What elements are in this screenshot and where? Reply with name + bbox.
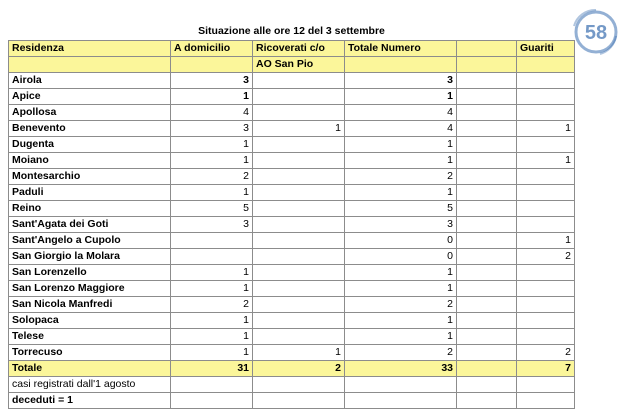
header-sub-empty	[517, 57, 575, 73]
table-row	[9, 137, 575, 153]
cell-domicilio: 1	[171, 89, 253, 105]
cell-residenza: San Lorenzello	[9, 265, 171, 281]
header-row	[9, 41, 575, 57]
cell-extra	[457, 281, 517, 297]
cell-extra	[457, 73, 517, 89]
cell-residenza: Apice	[9, 89, 171, 105]
total-totale: 33	[345, 361, 457, 377]
table-row	[9, 281, 575, 297]
note-empty	[253, 393, 345, 409]
table-row	[9, 73, 575, 89]
cell-extra	[457, 297, 517, 313]
cell-domicilio: 1	[171, 185, 253, 201]
table-row	[9, 169, 575, 185]
table-row	[9, 345, 575, 361]
cell-residenza: Solopaca	[9, 313, 171, 329]
cell-residenza: San Giorgio la Molara	[9, 249, 171, 265]
cell-extra	[457, 217, 517, 233]
header-totale: Totale Numero	[345, 41, 457, 57]
cell-totale: 1	[345, 89, 457, 105]
cell-domicilio: 1	[171, 345, 253, 361]
cell-ricoverati	[253, 233, 345, 249]
cell-residenza: Moiano	[9, 153, 171, 169]
note-empty	[457, 377, 517, 393]
cell-ricoverati	[253, 313, 345, 329]
cell-residenza: Dugenta	[9, 137, 171, 153]
cell-ricoverati	[253, 137, 345, 153]
cell-domicilio: 1	[171, 265, 253, 281]
cell-guariti	[517, 297, 575, 313]
note-row	[9, 377, 575, 393]
table-row	[9, 153, 575, 169]
cell-guariti: 2	[517, 249, 575, 265]
cell-residenza: Telese	[9, 329, 171, 345]
cell-guariti	[517, 281, 575, 297]
cell-residenza: San Lorenzo Maggiore	[9, 281, 171, 297]
cell-totale: 3	[345, 217, 457, 233]
cell-domicilio	[171, 249, 253, 265]
cell-ricoverati	[253, 329, 345, 345]
cell-extra	[457, 153, 517, 169]
cell-ricoverati	[253, 265, 345, 281]
cell-totale: 1	[345, 265, 457, 281]
cell-guariti	[517, 329, 575, 345]
cell-totale: 2	[345, 169, 457, 185]
sheet-title: Situazione alle ore 12 del 3 settembre	[9, 24, 575, 41]
cell-extra	[457, 137, 517, 153]
cell-domicilio: 3	[171, 73, 253, 89]
cell-ricoverati	[253, 281, 345, 297]
cell-guariti	[517, 313, 575, 329]
note-empty	[517, 377, 575, 393]
cell-residenza: San Nicola Manfredi	[9, 297, 171, 313]
table-row	[9, 329, 575, 345]
note-empty	[171, 377, 253, 393]
cell-residenza: Airola	[9, 73, 171, 89]
header-residenza: Residenza	[9, 41, 171, 57]
cell-guariti	[517, 265, 575, 281]
cell-extra	[457, 201, 517, 217]
note-empty	[345, 393, 457, 409]
cell-ricoverati	[253, 217, 345, 233]
cell-extra	[457, 345, 517, 361]
cell-totale: 0	[345, 249, 457, 265]
table-row	[9, 89, 575, 105]
cell-guariti	[517, 89, 575, 105]
cell-domicilio	[171, 233, 253, 249]
cell-totale: 2	[345, 297, 457, 313]
cell-domicilio: 1	[171, 137, 253, 153]
header-guariti: Guariti	[517, 41, 575, 57]
header-ricoverati-sub: AO San Pio	[253, 57, 345, 73]
cell-guariti	[517, 217, 575, 233]
cell-domicilio: 1	[171, 329, 253, 345]
cell-guariti: 2	[517, 345, 575, 361]
cell-residenza: Torrecuso	[9, 345, 171, 361]
cell-ricoverati: 1	[253, 121, 345, 137]
cell-residenza: Reino	[9, 201, 171, 217]
cell-totale: 0	[345, 233, 457, 249]
cell-totale: 1	[345, 281, 457, 297]
table-row	[9, 105, 575, 121]
cell-ricoverati	[253, 153, 345, 169]
cell-residenza: Montesarchio	[9, 169, 171, 185]
cell-residenza: Benevento	[9, 121, 171, 137]
cell-residenza: Sant'Agata dei Goti	[9, 217, 171, 233]
table-row	[9, 297, 575, 313]
cell-ricoverati	[253, 89, 345, 105]
cell-totale: 1	[345, 329, 457, 345]
cell-domicilio: 2	[171, 169, 253, 185]
note-empty	[457, 393, 517, 409]
cell-extra	[457, 121, 517, 137]
total-ricoverati: 2	[253, 361, 345, 377]
cell-domicilio: 5	[171, 201, 253, 217]
cell-totale: 1	[345, 313, 457, 329]
cell-domicilio: 3	[171, 217, 253, 233]
total-label: Totale	[9, 361, 171, 377]
cell-extra	[457, 249, 517, 265]
cell-domicilio: 3	[171, 121, 253, 137]
cell-guariti: 1	[517, 153, 575, 169]
cell-domicilio: 1	[171, 153, 253, 169]
cell-guariti	[517, 73, 575, 89]
cell-residenza: Sant'Angelo a Cupolo	[9, 233, 171, 249]
cell-ricoverati	[253, 185, 345, 201]
table-row	[9, 233, 575, 249]
cell-ricoverati	[253, 201, 345, 217]
cell-guariti	[517, 169, 575, 185]
cell-totale: 1	[345, 185, 457, 201]
table-row	[9, 185, 575, 201]
header-sub-empty	[345, 57, 457, 73]
table-row	[9, 265, 575, 281]
note-row	[9, 393, 575, 409]
table-row	[9, 313, 575, 329]
header-sub-empty	[171, 57, 253, 73]
cell-totale: 3	[345, 73, 457, 89]
cell-totale: 1	[345, 137, 457, 153]
table-row	[9, 217, 575, 233]
cell-ricoverati	[253, 105, 345, 121]
cell-extra	[457, 265, 517, 281]
table-row	[9, 121, 575, 137]
total-guariti: 7	[517, 361, 575, 377]
header-ricoverati: Ricoverati c/o	[253, 41, 345, 57]
cell-extra	[457, 169, 517, 185]
cell-extra	[457, 329, 517, 345]
header-domicilio: A domicilio	[171, 41, 253, 57]
cell-totale: 4	[345, 121, 457, 137]
cell-totale: 1	[345, 153, 457, 169]
channel-logo-icon	[566, 6, 622, 58]
cell-ricoverati: 1	[253, 345, 345, 361]
cell-guariti	[517, 201, 575, 217]
cell-ricoverati	[253, 297, 345, 313]
cell-extra	[457, 105, 517, 121]
total-extra	[457, 361, 517, 377]
note-text: casi registrati dall'1 agosto	[9, 377, 171, 393]
total-row	[9, 361, 575, 377]
cell-residenza: Paduli	[9, 185, 171, 201]
note-text: deceduti = 1	[9, 393, 171, 409]
header-sub-empty	[9, 57, 171, 73]
cell-domicilio: 1	[171, 313, 253, 329]
cell-guariti: 1	[517, 121, 575, 137]
cell-guariti	[517, 105, 575, 121]
cell-domicilio: 4	[171, 105, 253, 121]
note-empty	[345, 377, 457, 393]
cell-ricoverati	[253, 73, 345, 89]
cell-totale: 5	[345, 201, 457, 217]
cell-extra	[457, 89, 517, 105]
cell-ricoverati	[253, 169, 345, 185]
cell-extra	[457, 313, 517, 329]
cell-domicilio: 1	[171, 281, 253, 297]
header-extra	[457, 41, 517, 57]
cell-ricoverati	[253, 249, 345, 265]
logo-text: 58	[584, 22, 608, 44]
header-row-sub	[9, 57, 575, 73]
note-empty	[517, 393, 575, 409]
cell-totale: 2	[345, 345, 457, 361]
cell-residenza: Apollosa	[9, 105, 171, 121]
header-sub-empty	[457, 57, 517, 73]
cell-totale: 4	[345, 105, 457, 121]
cell-domicilio: 2	[171, 297, 253, 313]
total-domicilio: 31	[171, 361, 253, 377]
cell-guariti: 1	[517, 233, 575, 249]
note-empty	[253, 377, 345, 393]
cell-extra	[457, 233, 517, 249]
cell-extra	[457, 185, 517, 201]
data-table	[8, 24, 575, 409]
note-empty	[171, 393, 253, 409]
table-row	[9, 201, 575, 217]
cell-guariti	[517, 137, 575, 153]
table-row	[9, 249, 575, 265]
cell-guariti	[517, 185, 575, 201]
title-row	[9, 24, 575, 41]
